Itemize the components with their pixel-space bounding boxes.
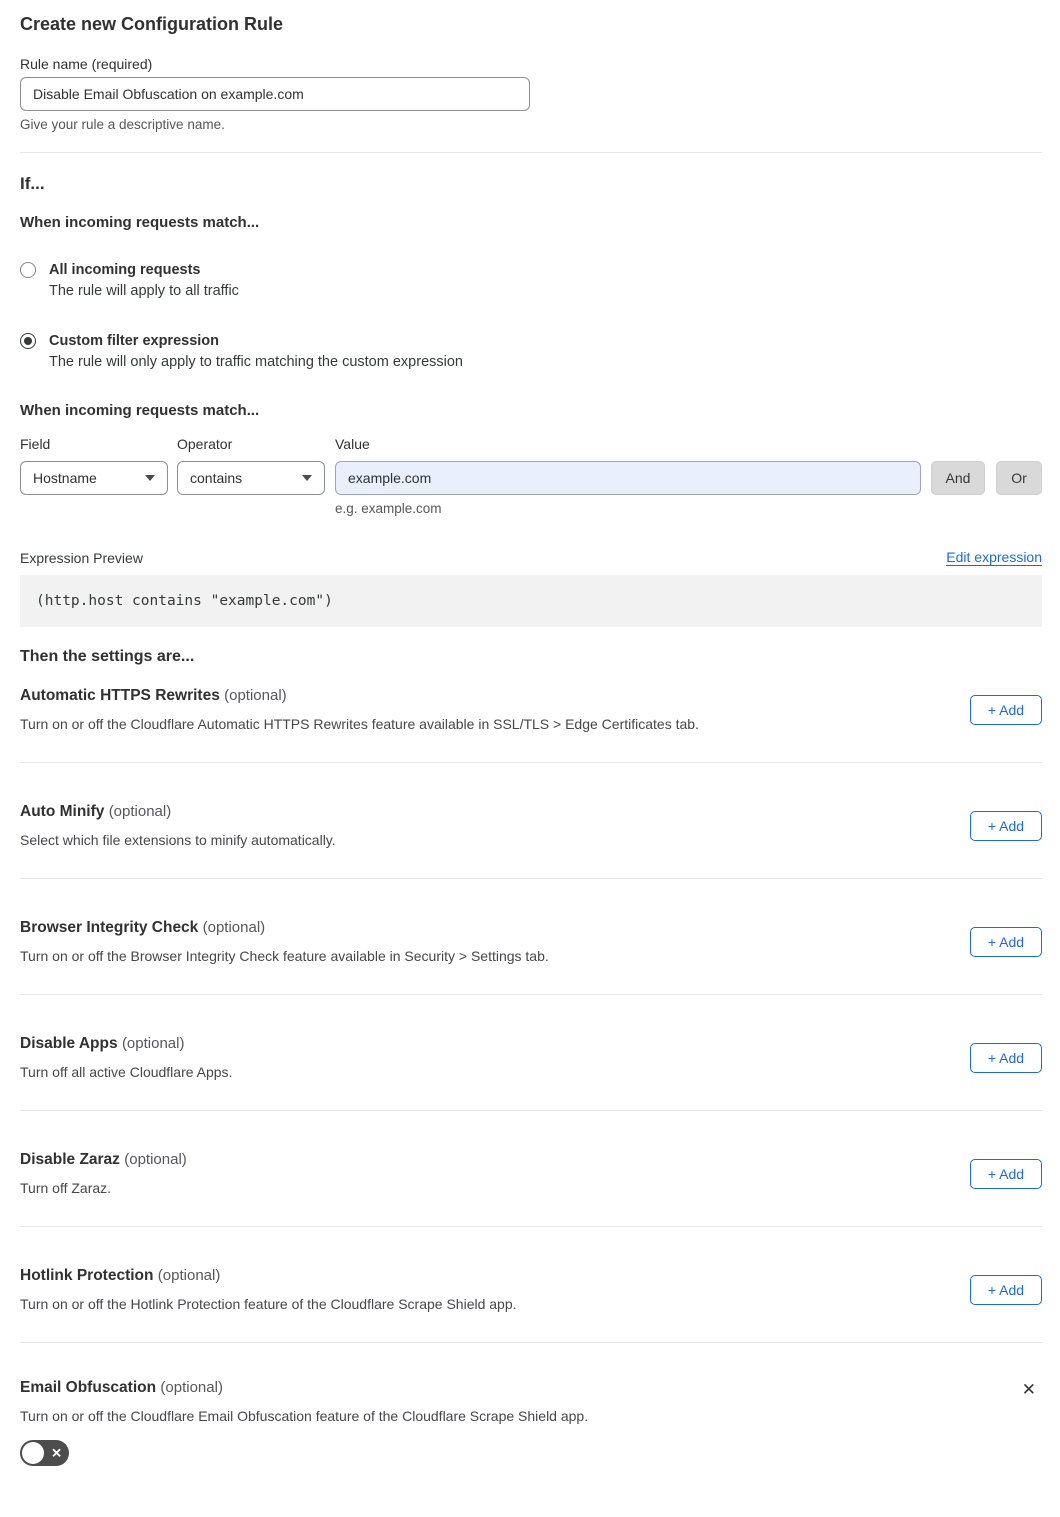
operator-label: Operator [177,436,233,452]
email-obfuscation-toggle[interactable] [20,1440,69,1466]
then-heading: Then the settings are... [20,648,195,665]
field-select[interactable] [20,461,168,495]
setting-description: Select which file extensions to minify automatically. [20,832,336,848]
setting-main [20,1267,970,1312]
builder-heading: When incoming requests match... [20,402,260,419]
radio-label[interactable]: Custom filter expression [49,333,220,349]
match-heading: When incoming requests match... [20,214,260,231]
rule-name-input[interactable] [20,77,530,111]
setting-name: Disable Apps [20,1035,118,1052]
value-help: e.g. example.com [335,501,442,516]
setting-name: Browser Integrity Check [20,919,199,936]
expression-builder [20,436,1042,516]
radio-selected-icon[interactable] [20,333,36,349]
radio-text [49,331,463,373]
add-button[interactable]: + Add [970,1043,1042,1073]
and-button[interactable]: And [931,461,985,495]
toggle-off-icon: ✕ [51,1445,62,1461]
optional-label: (optional) [124,1151,187,1168]
setting-title [20,919,970,937]
rule-name-label: Rule name (required) [20,56,153,72]
setting-disable-zaraz [20,1111,1042,1227]
optional-label: (optional) [157,1267,221,1284]
expression-preview-code: (http.host contains "example.com") [20,575,1042,627]
or-button[interactable]: Or [996,461,1042,495]
setting-title [20,1035,970,1053]
setting-description: Turn on or off the Browser Integrity Check feature available in Security > Settings tab. [20,948,549,964]
optional-label: (optional) [202,919,266,936]
setting-name: Disable Zaraz [20,1151,120,1168]
setting-title [20,1379,1022,1397]
setting-title [20,1267,970,1285]
setting-email-obfuscation [20,1343,1042,1466]
radio-description: The rule will apply to all traffic [49,283,239,299]
setting-main [20,803,970,848]
setting-description: Turn on or off the Hotlink Protection feature of the Cloudflare Scrape Shield app. [20,1296,517,1312]
optional-label: (optional) [108,803,172,820]
radio-all-incoming-requests[interactable] [20,260,1042,302]
setting-title [20,687,970,705]
rule-name-help: Give your rule a descriptive name. [20,117,225,132]
setting-name: Auto Minify [20,803,105,820]
setting-automatic-https-rewrites [20,666,1042,763]
edit-expression-link[interactable]: Edit expression [946,549,1042,565]
radio-description: The rule will only apply to traffic matching the custom expression [49,354,463,370]
radio-label[interactable]: All incoming requests [49,262,201,278]
close-icon[interactable]: ✕ [1021,1380,1036,1399]
setting-title [20,1151,970,1169]
setting-main [20,1035,970,1080]
operator-select-value: contains [190,470,243,486]
setting-disable-apps [20,995,1042,1111]
optional-label: (optional) [160,1379,223,1396]
expression-preview-label: Expression Preview [20,550,143,566]
operator-column [177,436,325,495]
radio-unselected-icon[interactable] [20,262,36,278]
radio-custom-filter-expression[interactable] [20,331,1042,373]
value-input[interactable] [335,461,921,495]
field-select-value: Hostname [33,470,97,486]
expression-preview-header [20,549,1042,566]
add-button[interactable]: + Add [970,1275,1042,1305]
setting-main [20,919,970,964]
setting-description: Turn off all active Cloudflare Apps. [20,1064,233,1080]
operator-select[interactable] [177,461,325,495]
rule-name-group [20,56,1042,132]
setting-description: Turn on or off the Cloudflare Email Obfuscation feature of the Cloudflare Scrape Shield app. [20,1408,589,1424]
field-label: Field [20,436,51,452]
setting-name: Hotlink Protection [20,1267,154,1284]
setting-main [20,1151,970,1196]
setting-main [20,1379,1022,1466]
toggle-knob [22,1442,44,1464]
radio-text [49,260,239,302]
setting-description: Turn off Zaraz. [20,1180,112,1196]
setting-title [20,803,970,821]
setting-main [20,687,970,732]
section-divider [20,152,1042,153]
setting-hotlink-protection [20,1227,1042,1343]
chevron-down-icon [145,475,155,481]
setting-name: Email Obfuscation [20,1379,157,1396]
setting-auto-minify [20,763,1042,879]
optional-label: (optional) [121,1035,185,1052]
optional-label: (optional) [224,687,287,704]
chevron-down-icon [302,475,312,481]
add-button[interactable]: + Add [970,811,1042,841]
if-heading: If... [20,174,45,193]
field-column [20,436,168,495]
page-title: Create new Configuration Rule [20,14,284,34]
add-button[interactable]: + Add [970,927,1042,957]
value-label: Value [335,436,370,452]
setting-description: Turn on or off the Cloudflare Automatic HTTPS Rewrites feature available in SSL/TLS > Edge Certificates tab. [20,716,699,732]
value-column [335,436,921,516]
add-button[interactable]: + Add [970,695,1042,725]
setting-browser-integrity-check [20,879,1042,995]
setting-name: Automatic HTTPS Rewrites [20,687,220,704]
add-button[interactable]: + Add [970,1159,1042,1189]
